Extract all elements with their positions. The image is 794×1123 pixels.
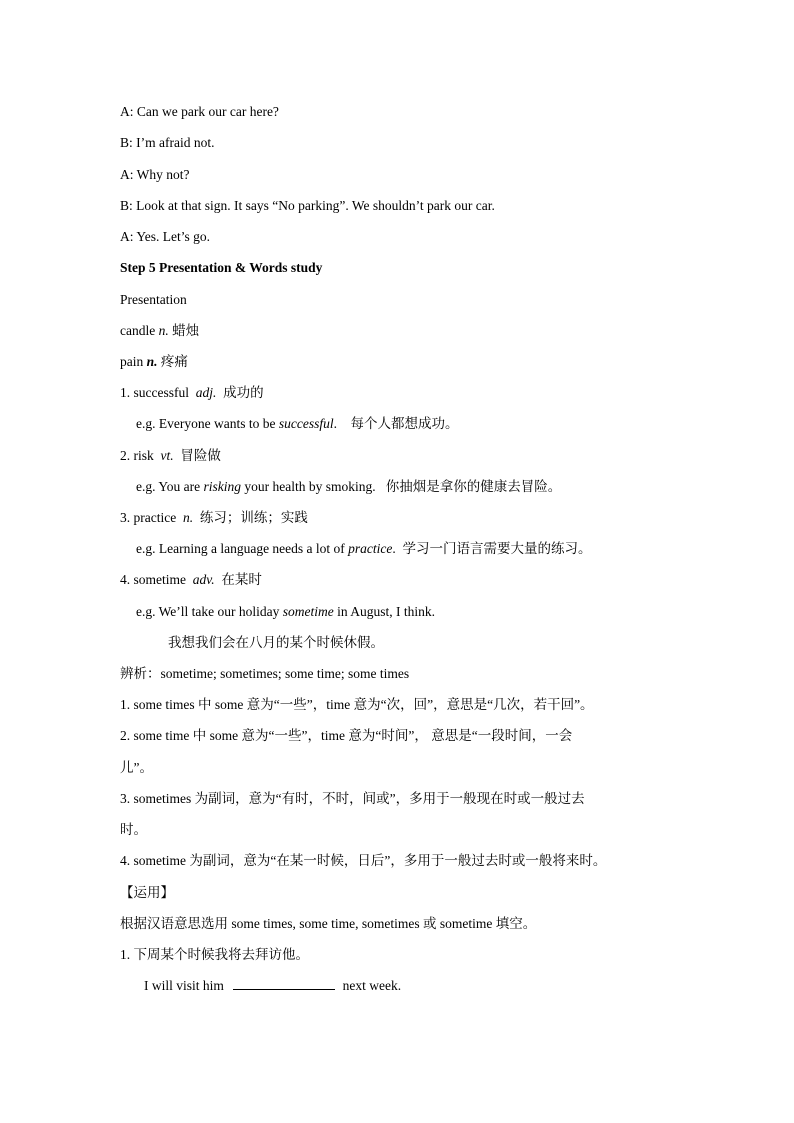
example-translation: 每个人都想成功。 [350,416,459,432]
example-text: in August, I think. [333,604,436,619]
dialogue-line: A: Can we park our car here? [120,104,279,119]
answer-suffix: next week. [342,978,402,993]
word-pos: adv. [192,572,215,587]
example-translation: 你抽烟是拿你的健康去冒险。 [385,479,562,495]
example-italic: successful [278,416,334,431]
analysis-point: 2. some time 中 some 意为“一些”，time 意为“时间”， 意思是“一段时间，一会 [120,728,573,743]
analysis-point: 3. sometimes 为副词，意为“有时，不时，间或”，多用于一般现在时或一般过去 [120,791,585,806]
example-italic: practice [348,541,393,556]
step-heading: Step 5 Presentation & Words study [120,260,323,275]
example-text: e.g. We’ll take our holiday [136,604,283,619]
word-number: 4. sometime [120,572,186,587]
vocab-pain [120,353,188,371]
word-example [136,415,458,433]
word-number: 3. practice [120,510,177,525]
answer-prefix: I will visit him [144,978,224,993]
word-entry [120,447,221,465]
example-translation: 学习一门语言需要大量的练习。 [402,541,592,557]
analysis-terms: sometime; sometimes; some time; some times [160,666,410,681]
vocab-meaning: 疼痛 [160,354,188,370]
word-meaning: 冒险做 [180,448,221,464]
example-text: e.g. Everyone wants to be [136,416,279,431]
vocab-pos: n. [158,323,169,338]
vocab-candle [120,322,199,340]
analysis-point: 时。 [120,822,147,837]
word-pos: n. [182,510,194,525]
vocab-word: pain [120,354,144,369]
practice-instruction: 根据汉语意思选用 some times, some time, sometimes 或 sometime 填空。 [120,916,537,931]
example-text: e.g. You are [136,479,204,494]
word-entry [120,571,262,589]
practice-answer-line [144,977,401,995]
example-text: e.g. Learning a language needs a lot of [136,541,349,556]
presentation-label: Presentation [120,292,187,307]
vocab-pos: n. [146,354,158,369]
example-translation: 我想我们会在八月的某个时候休假。 [168,635,384,651]
word-entry [120,509,308,527]
practice-heading: 【运用】 [120,885,174,901]
example-italic: sometime [282,604,334,619]
example-text: . [392,541,396,556]
analysis-point: 4. sometime 为副词，意为“在某一时候，日后”，多用于一般过去时或一般将来时。 [120,853,607,868]
dialogue-line: B: I’m afraid not. [120,135,215,150]
analysis-heading [120,665,409,683]
vocab-word: candle [120,323,156,338]
word-number: 1. successful [120,385,189,400]
word-entry [120,384,264,402]
word-example [136,603,435,621]
dialogue-line: B: Look at that sign. It says “No parking”. We shouldn’t park our car. [120,198,495,213]
dialogue-line: A: Yes. Let’s go. [120,229,211,244]
word-number: 2. risk [120,448,154,463]
vocab-meaning: 蜡烛 [172,323,200,339]
analysis-point: 1. some times 中 some 意为“一些”，time 意为“次，回”，意思是“几次，若干回”。 [120,697,594,712]
word-meaning: 成功的 [223,385,264,401]
analysis-point: 儿”。 [120,760,153,775]
example-text: . [333,416,337,431]
dialogue-line: A: Why not? [120,167,190,182]
word-example [136,540,592,558]
word-meaning: 在某时 [221,572,262,588]
example-text: your health by smoking. [241,479,376,494]
practice-question: 1. 下周某个时候我将去拜访他。 [120,947,309,962]
word-example [136,478,561,496]
analysis-label: 辨析： [120,666,161,682]
word-pos: adj. [195,385,217,400]
word-meaning: 练习；训练；实践 [199,510,308,526]
answer-blank[interactable] [233,977,335,990]
example-italic: risking [203,479,242,494]
word-pos: vt. [160,448,174,463]
